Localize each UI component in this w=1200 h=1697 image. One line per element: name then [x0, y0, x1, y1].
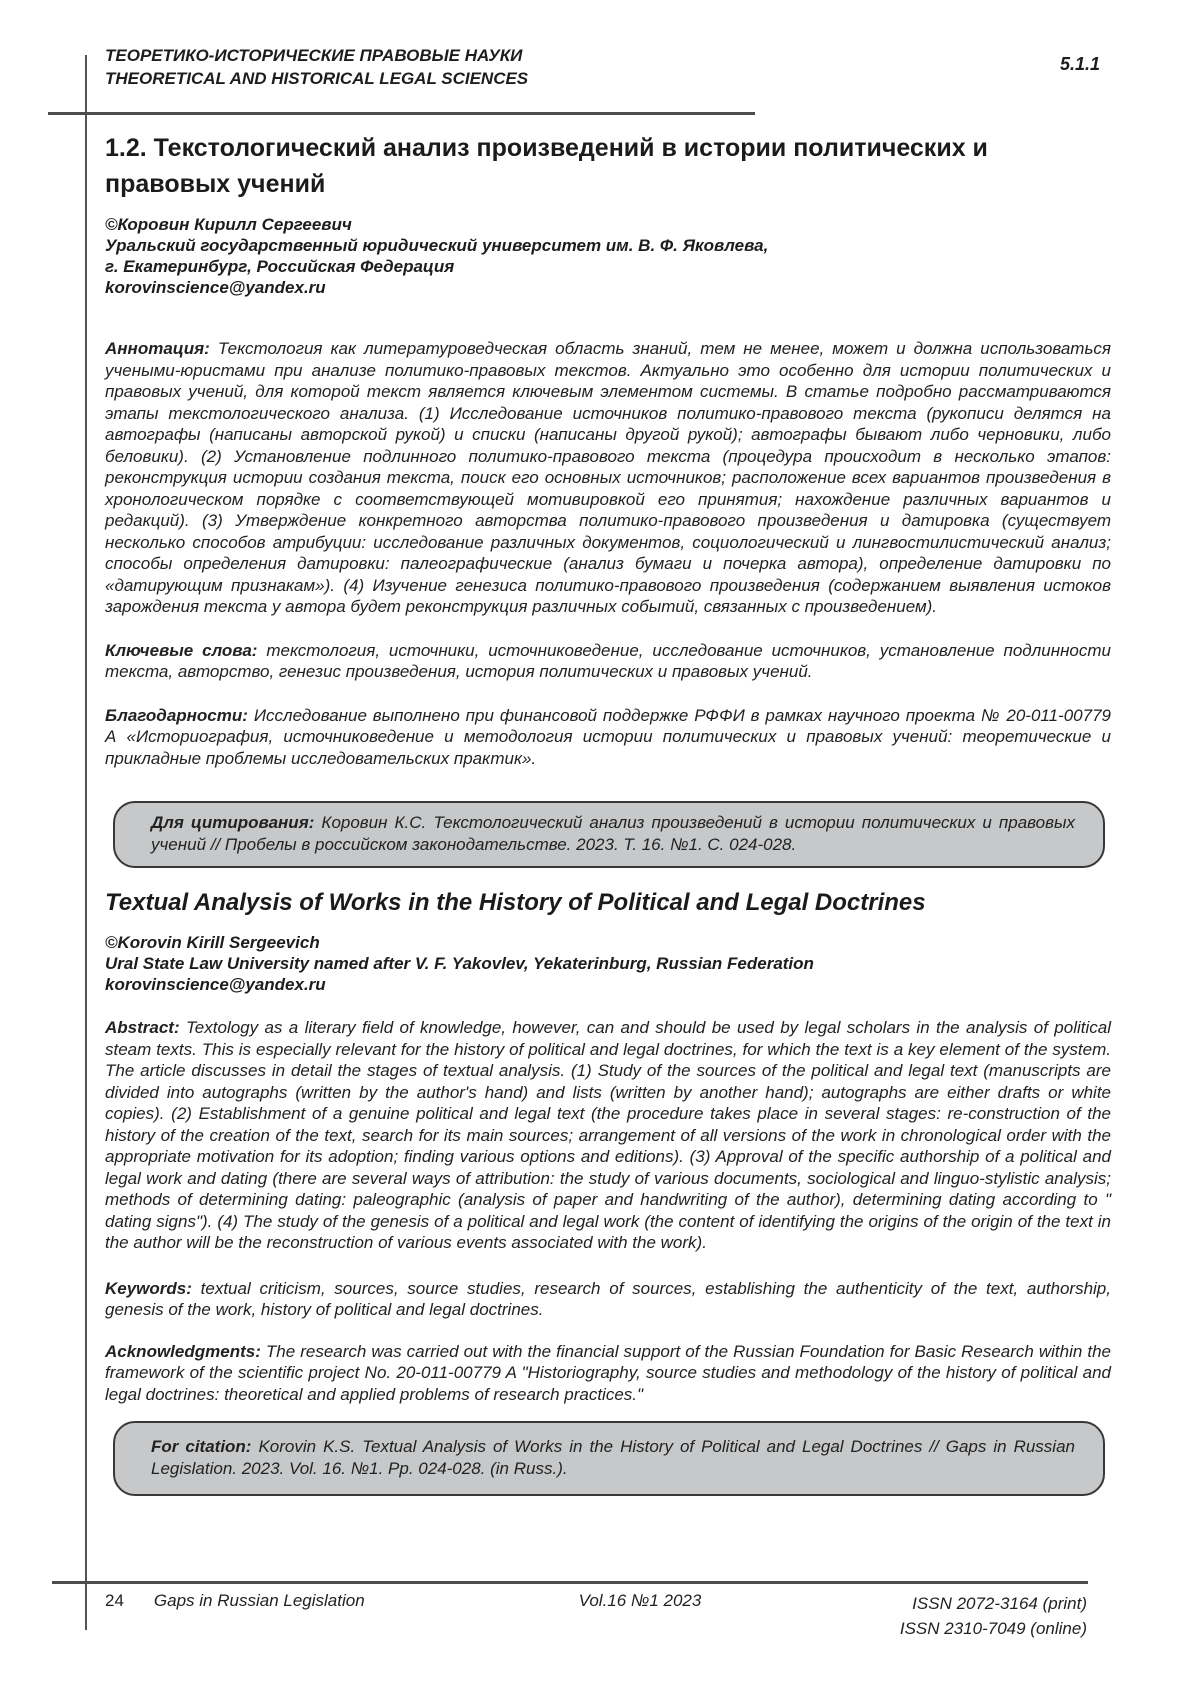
- running-head: [105, 0, 1111, 90]
- acknowledgments-text-ru: Исследование выполнено при финансовой поддержке РФФИ в рамках научного проекта № 20-011-00779 А «Историография, источниковедение и методология истории политических и правовых учений: теоретические и прикладные проблемы исследовательских практик».: [105, 705, 1111, 768]
- citation-text-ru: Коровин К.С. Текстологический анализ произведений в истории политических и правовых учений // Пробелы в российском законодательстве. 2023. Т. 16. №1. С. 024-028.: [151, 813, 1075, 854]
- abstract-label-en: Abstract:: [105, 1018, 180, 1037]
- abstract-label-ru: Аннотация:: [105, 339, 210, 358]
- keywords-label-ru: Ключевые слова:: [105, 640, 258, 660]
- article-title-ru: 1.2. Текстологический анализ произведений в истории политических и правовых учений: [105, 134, 988, 198]
- issn-block: [900, 1591, 1087, 1641]
- keywords-ru: [105, 640, 1111, 683]
- footer-divider-rule: [52, 1581, 1088, 1584]
- volume-issue-year: Vol.16 №1 2023: [578, 1591, 702, 1610]
- article-title-en: Textual Analysis of Works in the History of Political and Legal Doctrines: [105, 889, 926, 916]
- abstract-text-ru: Текстология как литературоведческая область знаний, тем не менее, может и должна использоваться учеными-юристами при анализе политико-правовых текстов. Актуально это особенно для истории политических и правовых учений, для которой текст является ключевым элементом системы. В статье подробно рассматриваются этапы текстологического анализа. (1) Исследование источников политико-правового текста (рукописи делятся на автографы (написаны авторской рукой) и списки (написаны другой рукой); автографы бывают либо черновики, либо беловики). (2) Установление подлинного политико-правового текста (процедура происходит в несколько этапов: реконструкция истории создания текста, поиск его основных источников; расположение всех вариантов произведения в хронологическом порядке с соответствующей мотивировкой его принятия; нахождение различных вариантов и редакций). (3) Утверждение конкретного авторства политико-правового произведения и датировка (существует несколько способов атрибуции: исследование различных документов, социологический и лингвостилистический анализ; способы определения датировки: палеографические (анализ бумаги и почерка автора), определение датировки по «датирующим признакам»). (4) Изучение генезиса политико-правового произведения (содержанием выявления истоков зарождения текста у автора будет реконструкция различных событий, связанных с произведением).: [105, 339, 1111, 616]
- acknowledgments-label-en: Acknowledgments:: [105, 1341, 261, 1361]
- author-block-ru: [105, 214, 1111, 298]
- citation-label-ru: Для цитирования:: [151, 813, 315, 832]
- issn-print: ISSN 2072-3164 (print): [912, 1594, 1087, 1613]
- citation-ru: [151, 812, 1075, 855]
- acknowledgments-label-ru: Благодарности:: [105, 705, 248, 725]
- citation-en: [151, 1436, 1075, 1479]
- acknowledgments-ru: [105, 705, 1111, 770]
- abstract-ru: [105, 338, 1111, 618]
- author-affiliation-ru-line1: Уральский государственный юридический университет им. В. Ф. Яковлева,: [105, 236, 769, 255]
- keywords-text-ru: текстология, источники, источниковедение, исследование источников, установление подлинности текста, авторство, генезис произведения, история политических и правовых учений.: [105, 640, 1111, 681]
- author-name-en: ©Korovin Kirill Sergeevich: [105, 933, 320, 952]
- author-affiliation-ru-line2: г. Екатеринбург, Российская Федерация: [105, 257, 455, 276]
- acknowledgments-en: [105, 1341, 1111, 1406]
- keywords-en: [105, 1278, 1111, 1321]
- citation-box-ru: [113, 801, 1105, 868]
- running-head-en: THEORETICAL AND HISTORICAL LEGAL SCIENCES: [105, 69, 529, 88]
- citation-text-en: Korovin K.S. Textual Analysis of Works in the History of Political and Legal Doctrines // Gaps in Russian Legislation. 2023. Vol. 16. №1. Pp. 024-028. (in Russ.).: [151, 1437, 1075, 1478]
- author-email-en: korovinscience@yandex.ru: [105, 975, 326, 994]
- keywords-text-en: textual criticism, sources, source studies, research of sources, establishing the authenticity of the text, authorship, genesis of the work, history of political and legal doctrines.: [105, 1278, 1111, 1319]
- author-block-en: [105, 932, 1111, 995]
- running-head-ru: ТЕОРЕТИКО-ИСТОРИЧЕСКИЕ ПРАВОВЫЕ НАУКИ: [105, 46, 523, 65]
- acknowledgments-text-en: The research was carried out with the financial support of the Russian Foundation for Basic Research within the framework of the scientific project No. 20-011-00779 A "Historiography, source studies and methodology of the history of political and legal doctrines: theoretical and applied problems of research practices.": [105, 1341, 1111, 1404]
- abstract-en: [105, 1017, 1111, 1254]
- journal-name: Gaps in Russian Legislation: [153, 1591, 365, 1610]
- keywords-label-en: Keywords:: [105, 1278, 192, 1298]
- section-code: 5.1.1: [1059, 54, 1100, 74]
- author-affiliation-en: Ural State Law University named after V. F. Yakovlev, Yekaterinburg, Russian Federation: [105, 954, 814, 973]
- page-number: 24: [105, 1591, 124, 1610]
- author-email-ru: korovinscience@yandex.ru: [105, 278, 326, 297]
- issn-online: ISSN 2310-7049 (online): [899, 1619, 1087, 1638]
- left-vertical-rule: [85, 55, 87, 1630]
- author-name-ru: ©Коровин Кирилл Сергеевич: [105, 215, 352, 234]
- citation-box-en: [113, 1421, 1105, 1496]
- footer-left: [105, 1591, 365, 1611]
- citation-label-en: For citation:: [151, 1437, 252, 1456]
- abstract-text-en: Textology as a literary field of knowledge, however, can and should be used by legal scholars in the analysis of political steam texts. This is especially relevant for the history of political and legal doctrines, for which the text is a key element of the system. The article discusses in detail the stages of textual analysis. (1) Study of the sources of the political and legal text (manuscripts are divided into autographs (written by the author's hand) and lists (written by another hand); autographs are either drafts or white copies). (2) Establishment of a genuine political and legal text (the procedure takes place in several stages: re-construction of the history of the creation of the text, search for its main sources; arrangement of all versions of the work in chronological order with the appropriate motivation for its adoption; finding various options and editions). (3) Approval of the specific authorship of a political and legal work and dating (there are several ways of attribution: the study of various documents, sociological and linguo-stylistic analysis; methods of determining dating: paleographic (analysis of paper and handwriting of the author), determining dating according to " dating signs"). (4) The study of the genesis of a political and legal work (the content of identifying the origins of the origin of the text in the author will be the reconstruction of various events associated with the work).: [105, 1018, 1111, 1252]
- article-content: [105, 0, 1111, 1496]
